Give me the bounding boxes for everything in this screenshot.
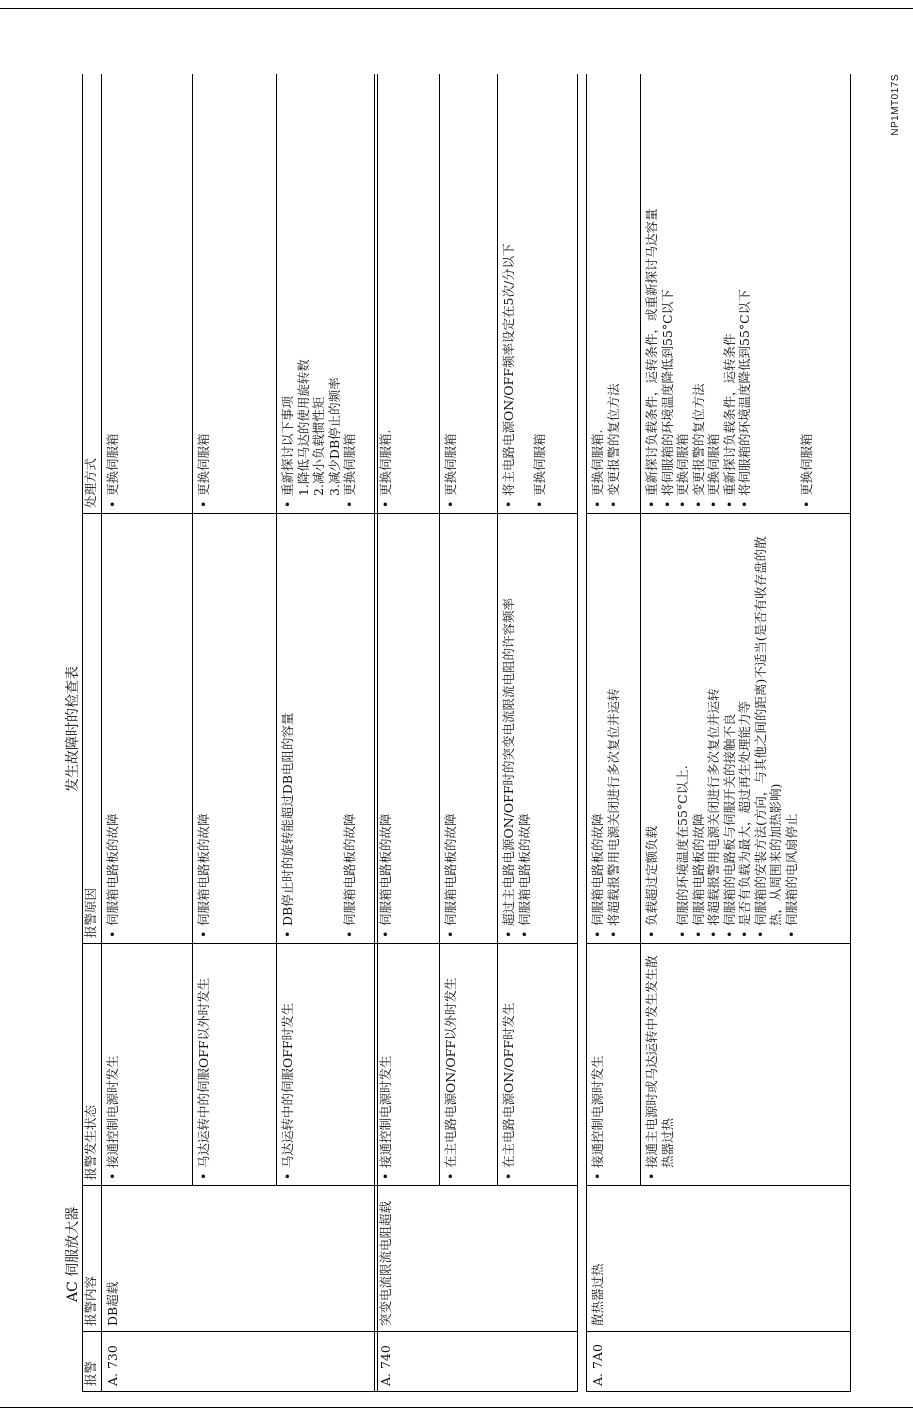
action-text: • 更换伺服箱 [532, 79, 548, 508]
state-text: • 在主电路电源ON/OFF时发生 [501, 949, 517, 1180]
alarm-content: DB超载 [102, 1186, 378, 1332]
action-text: • 重新探讨以下事项 [280, 79, 296, 508]
action-text: • 更换伺服箱 [342, 79, 358, 508]
cause-text: • 伺服箱电路板的故障 [517, 519, 533, 938]
cause-text: • 伺服箱的安装方法(方向，与其他之间的距离)不适当(是否有收存盘的散热，从周围来的加热影响) [753, 519, 784, 938]
table-row [587, 74, 641, 1392]
col-alarm: 报警 [83, 1332, 102, 1392]
action-text: • 重新探讨负载条件，运转条件，或重新探讨马达容量 [644, 79, 660, 508]
alarm-content: 散热器过热 [587, 1186, 851, 1332]
alarm-code: A. 740 [375, 1332, 578, 1392]
alarm-code: A. 7A0 [587, 1332, 851, 1392]
rotated-page-area [58, 74, 898, 1392]
alarm-block-a740 [374, 74, 578, 1392]
cause-text: • 是否有负载为最大，超过再生处理能力等 [737, 519, 753, 938]
cause-text: • 超过主电路电源ON/OFF时的突变电流限流电阻的许容频率 [501, 519, 517, 938]
alarm-block-a7a0 [586, 74, 851, 1392]
cause-text: • 伺服箱的电路板与伺服开关的接触不良 [722, 519, 738, 938]
action-text: • 重新探讨负载条件，运转条件 [722, 79, 738, 508]
action-text: • 将主电路电源ON/OFF频率设定在5次/分以下 [501, 79, 517, 508]
cause-text: • 负载超过定额负载 [644, 519, 660, 938]
action-text: • 更换伺服箱. [378, 79, 394, 508]
col-cause: 报警原因 [83, 514, 102, 944]
bottom-rule [0, 1407, 913, 1408]
cause-text: • 伺服箱电路板的故障 [378, 519, 394, 938]
action-text: • 更换伺服箱 [706, 79, 722, 508]
action-text: • 更换伺服箱 [675, 79, 691, 508]
action-text: • 更换伺服箱 [105, 79, 121, 508]
cause-text: • 伺服箱电路板的故障 [105, 519, 121, 938]
rotated-content [58, 74, 898, 1392]
action-subitem: 3.减少DB停止的频率 [326, 377, 342, 496]
state-text: • 接通控制电源时发生 [590, 949, 606, 1180]
cause-text: • 伺服箱电路板的故障 [443, 519, 459, 938]
alarm-block-a730 [82, 74, 378, 1392]
document-title: 发生故障时的检查表 [65, 666, 81, 792]
cause-text: • 将超载报警用电源关闭进行多次复位并运转 [706, 519, 722, 938]
action-text: • 更换伺服箱 [799, 79, 815, 508]
cause-text: • 伺服箱电路板的故障 [691, 519, 707, 938]
alarm-code: A. 730 [102, 1332, 378, 1392]
state-text: • 接通主电源时或马达运转中发生发生散热器过热 [644, 949, 675, 1180]
action-text: • 更换伺服箱 [443, 79, 459, 508]
page-header [58, 74, 84, 1392]
cause-text: • 伺服箱电路板的故障 [342, 519, 358, 938]
action-text: • 将伺服箱的环境温度降低到55°C以下 [737, 79, 753, 508]
table-row [102, 74, 193, 1392]
device-title: AC 伺服放大器 [65, 1206, 81, 1302]
cause-text: • 伺服箱电路板的故障 [590, 519, 606, 938]
state-text: • 接通控制电源时发生 [105, 949, 121, 1180]
action-text: • 更换伺服箱 [196, 79, 212, 508]
action-text: • 变更报警的复位方法 [606, 79, 622, 508]
action-text: • 更换伺服箱. [590, 79, 606, 508]
column-header-row [83, 74, 102, 1392]
col-action: 处理方式 [83, 74, 102, 514]
table-row [375, 74, 440, 1392]
alarm-content: 突变电流限流电阻超载 [375, 1186, 578, 1332]
cause-text: • 伺服的环境温度在55°C以上. [675, 519, 691, 938]
action-text: • 将伺服箱的环境温度降低到55°C以下 [660, 79, 676, 508]
cause-text: • 将超载报警用电源关闭进行多次复位并运转 [606, 519, 622, 938]
state-text: • 在主电路电源ON/OFF以外时发生 [443, 949, 459, 1180]
cause-text: • 伺服箱的电风扇停止 [784, 519, 800, 938]
col-state: 报警发生状态 [83, 944, 102, 1186]
action-text: • 变更报警的复位方法 [691, 79, 707, 508]
state-text: • 马达运转中的伺服OFF以外时发生 [196, 949, 212, 1180]
page-code: NP1MT017S [890, 74, 901, 136]
cause-text: • DB停止时的旋转能超过DB电阻的容量 [280, 519, 296, 938]
action-subitem: 2.减小负载惯性矩 [311, 396, 326, 496]
state-text: • 接通控制电源时发生 [378, 949, 394, 1180]
col-alarm-content: 报警内容 [83, 1186, 102, 1332]
state-text: • 马达运转中的伺服OFF时发生 [280, 949, 296, 1180]
cause-text: • 伺服箱电路板的故障 [196, 519, 212, 938]
action-subitem: 1.降低马达的使用旋转数 [295, 359, 311, 496]
top-rule [0, 8, 913, 9]
